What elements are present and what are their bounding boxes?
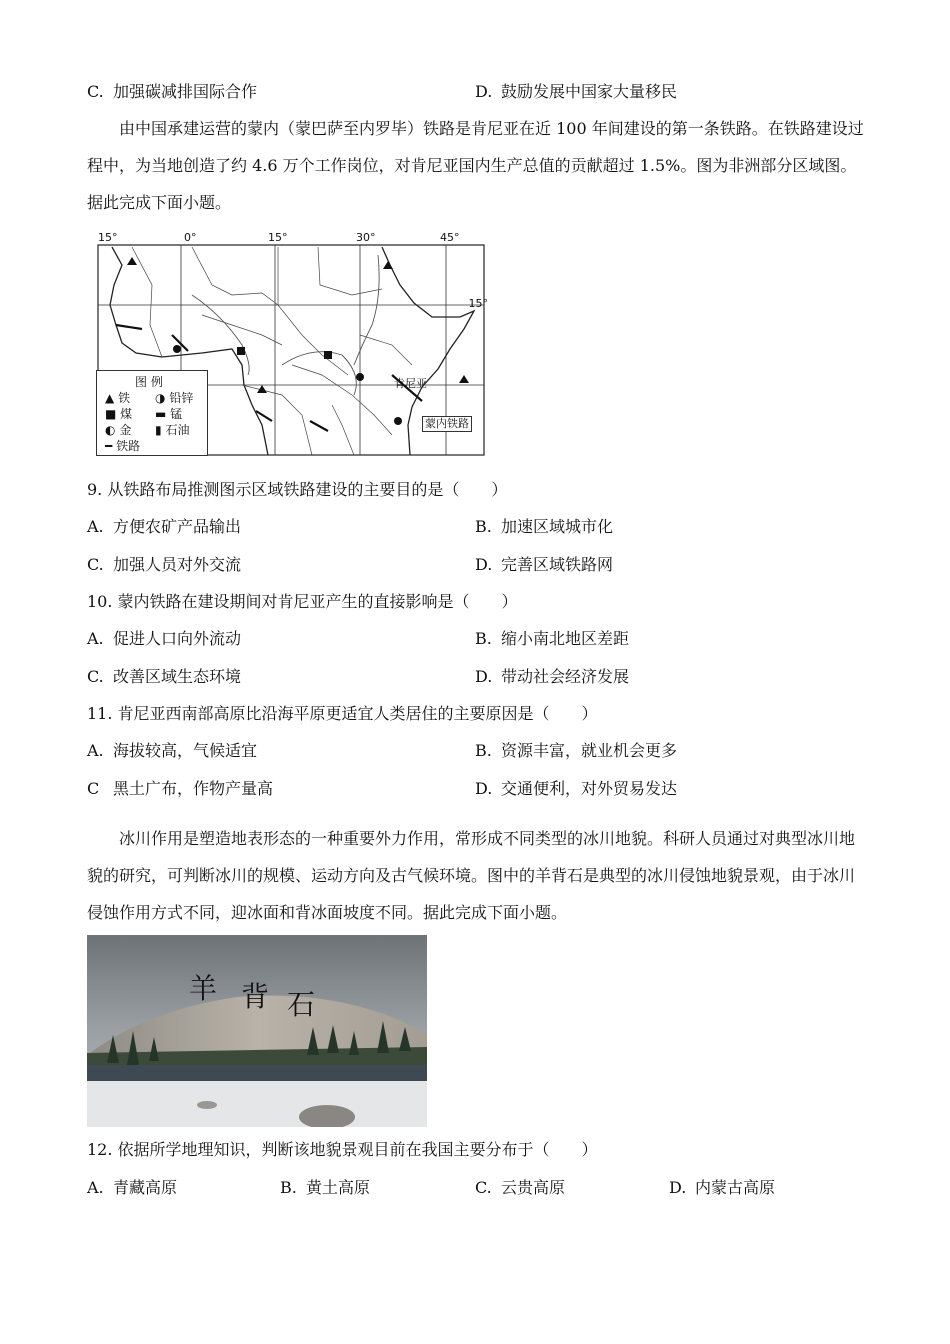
degree-label: 15° [468,297,488,310]
q10-option-c[interactable]: C. 改善区域生态环境 [87,667,242,686]
q9-option-b[interactable]: B. 加速区域城市化 [475,517,614,536]
passage-glacier: 冰川作用是塑造地表形态的一种重要外力作用，常形成不同类型的冰川地貌。科研人员通过对典型冰川地貌的研究，可判断冰川的规模、运动方向及古气候环境。图中的羊背石是典型的冰川侵蚀地貌景观，由于冰川侵蚀作用方式不同，迎冰面和背冰面坡度不同。据此完成下面小题。 [87,829,856,922]
passage-railway: 由中国承建运营的蒙内（蒙巴萨至内罗毕）铁路是肯尼亚在近 100 年间建设的第一条铁路。在铁路建设过程中，为当地创造了约 4.6 万个工作岗位，对肯尼亚国内生产总值的贡献超过 1.5%。图为非洲部分区域图。据此完成下面小题。 [87,119,864,212]
q12-option-d[interactable]: D. 内蒙古高原 [669,1178,776,1197]
legend-title: 图例 [135,375,168,389]
q12-option-b[interactable]: B. 黄土高原 [280,1178,371,1197]
q11-option-a[interactable]: A. 海拔较高，气候适宜 [87,741,258,760]
degree-label: 15° [268,231,288,244]
photo-caption-char: 石 [287,988,316,1021]
question-stem: 依据所学地理知识，判断该地貌景观目前在我国主要分布于（ ） [117,1140,598,1159]
prev-option-d [475,82,677,102]
question-stem: 蒙内铁路在建设期间对肯尼亚产生的直接影响是（ ） [117,592,518,611]
photo-caption-char: 羊 [189,972,218,1005]
degree-label: 45° [440,231,460,244]
legend-item-gold: ◐ 金 [105,423,132,437]
coal-icon: ■ [105,407,117,421]
q9-option-a[interactable]: A. 方便农矿产品输出 [87,517,242,536]
question-number: 10. [87,592,113,611]
railway-label: 蒙内铁路 [422,416,472,432]
option-text: 鼓励发展中国家大量移民 [501,82,678,101]
question-stem: 肯尼亚西南部高原比沿海平原更适宜人类居住的主要原因是（ ） [117,704,598,723]
photo-scene [87,935,427,1127]
prev-option-c [87,82,257,102]
iron-icon: ▲ [105,391,115,405]
question-10 [87,592,518,612]
railway-icon: ━ [105,439,113,453]
q10-option-b[interactable]: B. 缩小南北地区差距 [475,629,630,648]
q12-option-a[interactable]: A. 青藏高原 [87,1178,178,1197]
q10-option-a[interactable]: A. 促进人口向外流动 [87,629,242,648]
degree-label: 0° [184,231,197,244]
q9-option-d[interactable]: D. 完善区域铁路网 [475,555,614,574]
roche-moutonnee-photo [87,935,427,1127]
q11-option-d[interactable]: D. 交通便利，对外贸易发达 [475,779,678,798]
q11-option-b[interactable]: B. 资源丰富，就业机会更多 [475,741,678,760]
africa-map [92,225,489,457]
question-number: 9. [87,480,103,499]
oil-icon: ▮ [155,423,162,437]
map-legend [96,370,208,456]
option-label: D. [475,82,493,101]
option-label: C. [87,82,104,101]
question-stem: 从铁路布局推测图示区域铁路建设的主要目的是（ ） [107,480,508,499]
option-text: 加强碳减排国际合作 [113,82,258,101]
legend-item-oil: ▮ 石油 [155,423,190,437]
degree-label: 30° [356,231,376,244]
legend-item-railway: ━ 铁路 [105,439,141,453]
q12-option-c[interactable]: C. 云贵高原 [475,1178,566,1197]
question-number: 12. [87,1140,113,1159]
q10-option-d[interactable]: D. 带动社会经济发展 [475,667,630,686]
manganese-icon: ▬ [155,407,167,421]
gold-icon: ◐ [105,423,116,437]
legend-item-manganese: ▬ 锰 [155,407,183,421]
degree-label: 15° [98,231,118,244]
question-11 [87,704,598,724]
legend-item-lead-zinc: ◑ 铅锌 [155,391,194,405]
question-12 [87,1140,598,1160]
kenya-label: 肯尼亚 [394,377,427,390]
question-number: 11. [87,704,113,723]
lead-zinc-icon: ◑ [155,391,166,405]
q11-option-c[interactable]: C 黑土广布，作物产量高 [87,779,274,798]
photo-caption-char: 背 [241,980,270,1013]
legend-item-iron: ▲ 铁 [105,391,131,405]
legend-item-coal: ■ 煤 [105,407,133,421]
q9-option-c[interactable]: C. 加强人员对外交流 [87,555,242,574]
question-9 [87,480,507,500]
